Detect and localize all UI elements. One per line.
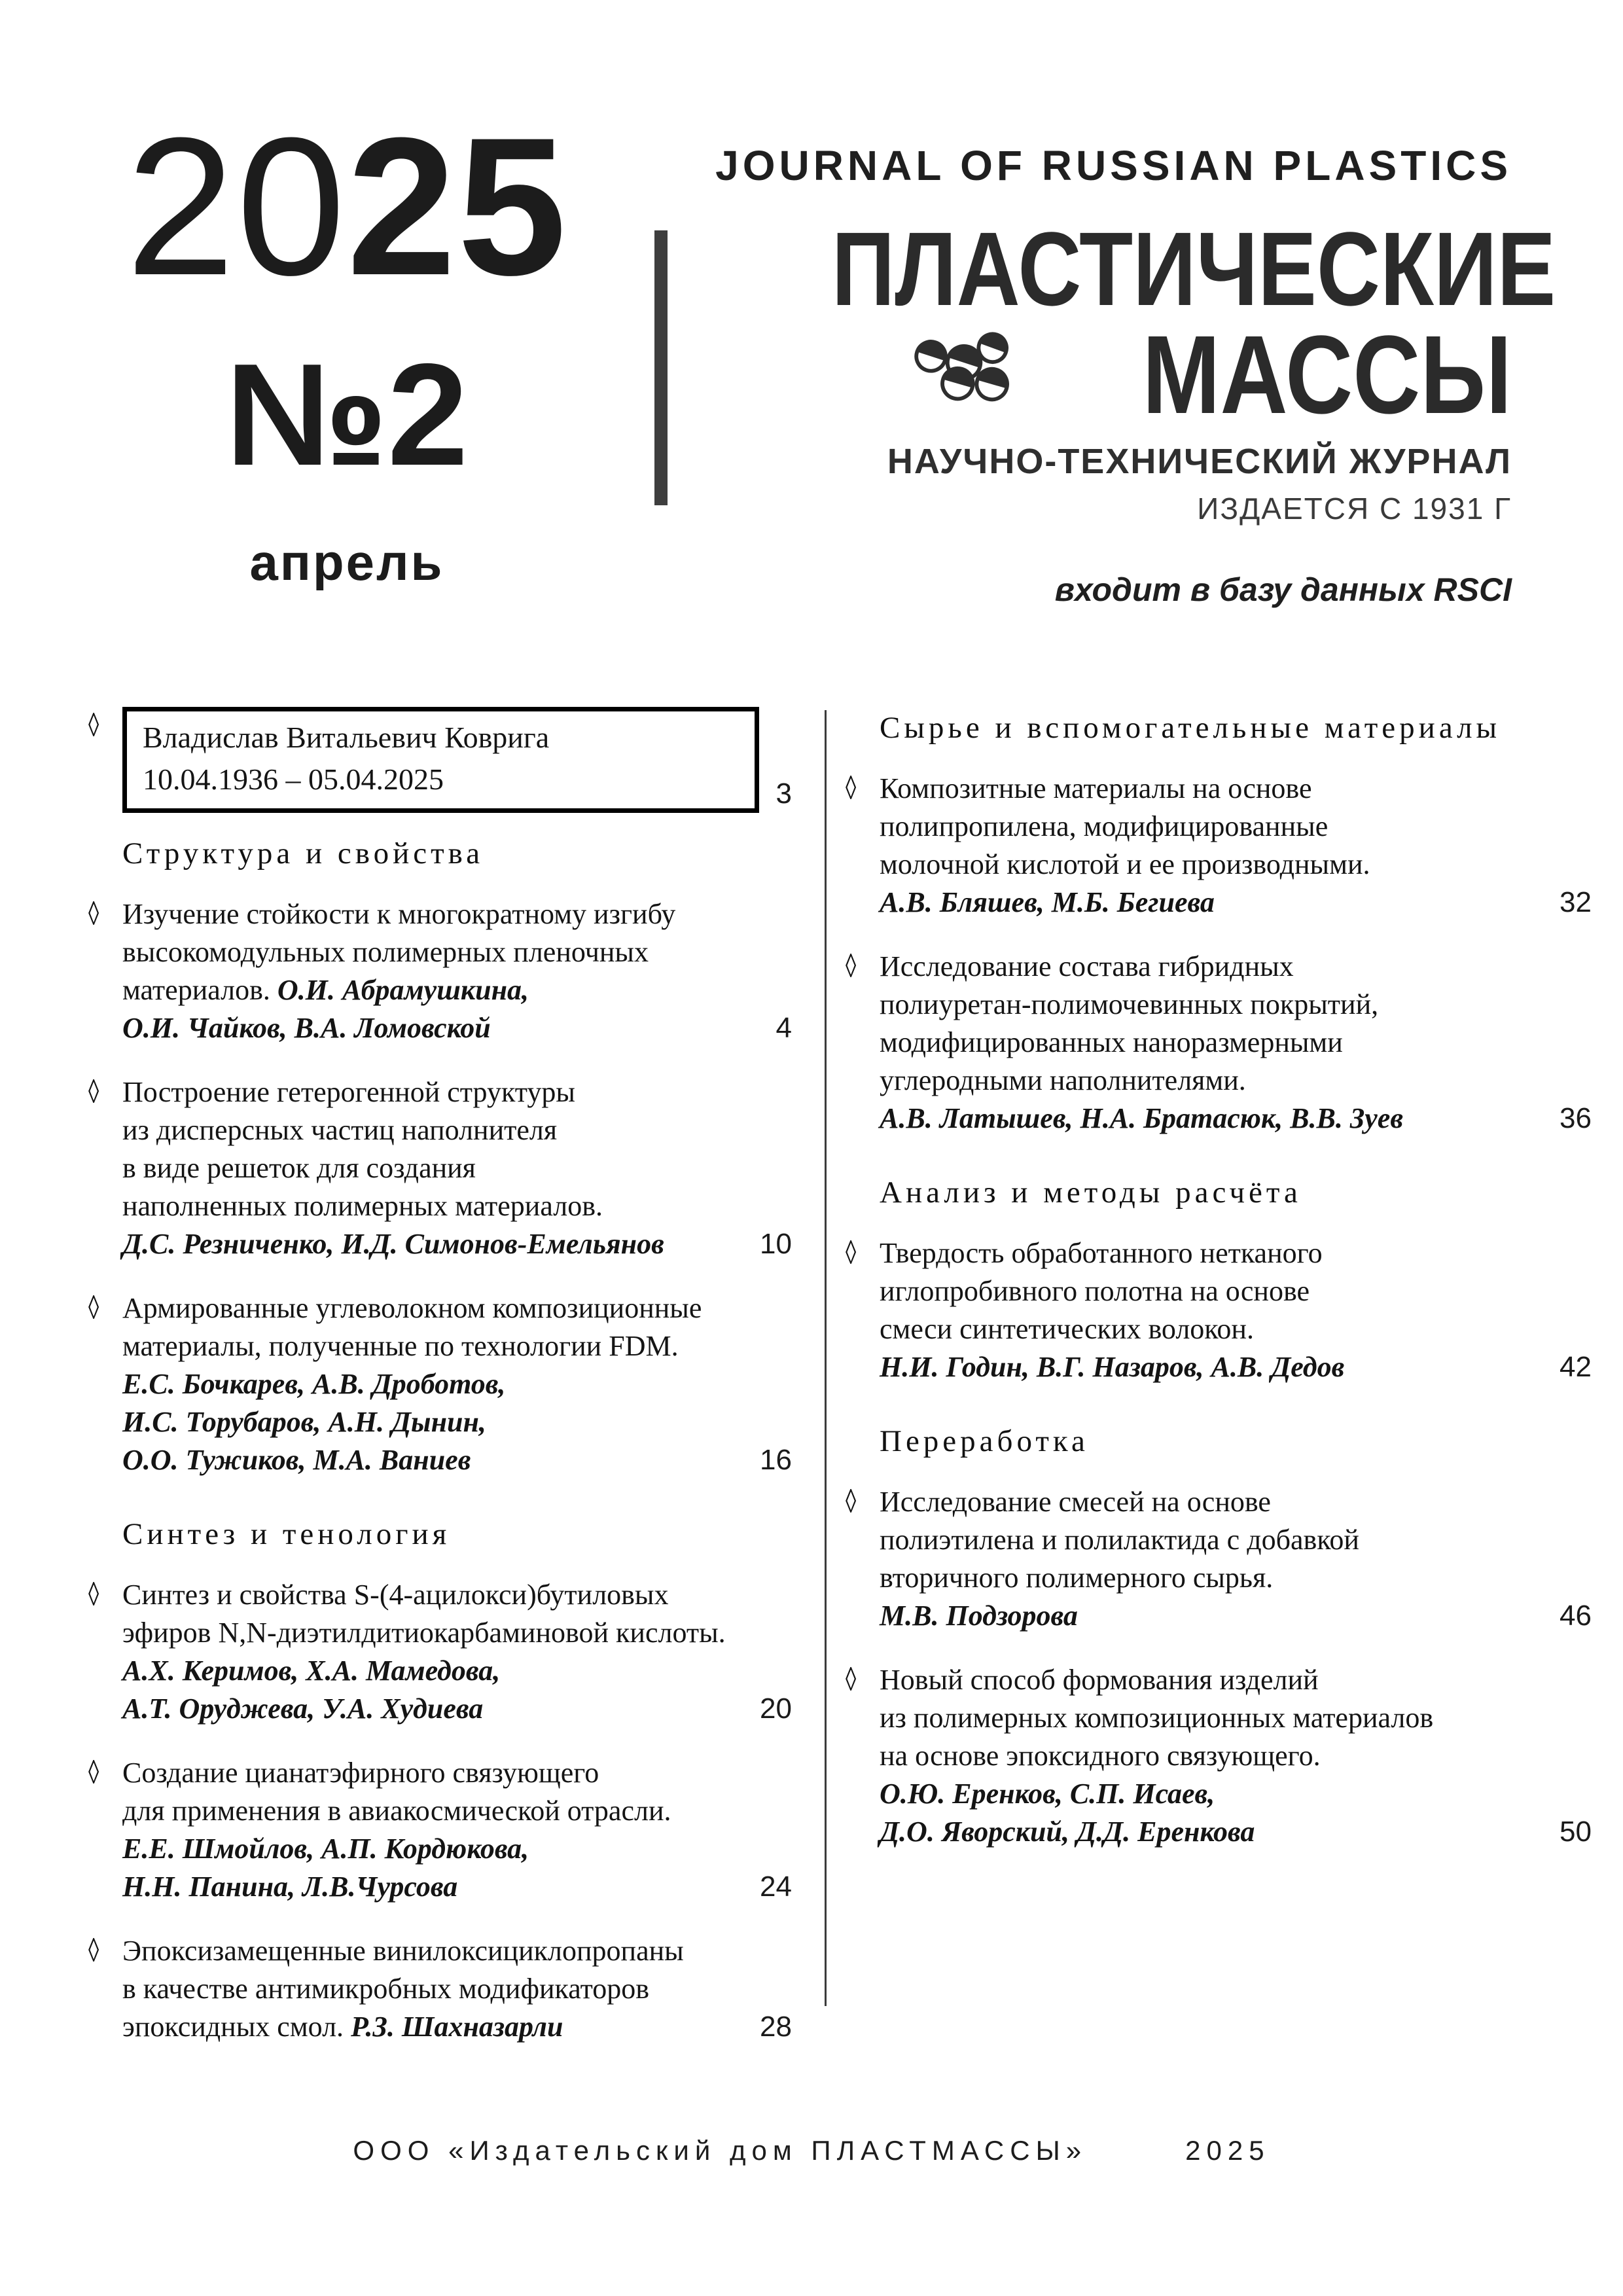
toc-title-text: наполненных полимерных материалов. [122,1190,603,1222]
toc-entry [846,1234,1592,1386]
issue-year-block [98,96,596,591]
toc-line [122,1690,747,1728]
toc-entry-body [880,1234,1546,1386]
toc-line [122,1830,747,1868]
toc-title-text: материалов. [122,974,277,1006]
toc-title-text: углеродными наполнителями. [880,1064,1246,1096]
toc-entry [846,948,1592,1138]
toc-title-text: материалы, полученные по технологии FDM. [122,1330,679,1362]
toc-section-title: Переработка [880,1424,1089,1458]
toc-title-text: эфиров N,N-диэтилдитиокарбаминовой кислоты. [122,1617,726,1649]
toc-title-text: из дисперсных частиц наполнителя [122,1114,558,1146]
masthead-divider-bar [654,230,668,505]
toc-entry [88,1932,792,2046]
toc-line [122,1652,747,1690]
toc-line [880,1024,1546,1062]
toc-authors: Д.О. Яворский, Д.Д. Еренкова [880,1816,1255,1848]
diamond-bullet-icon: ◊ [846,1234,857,1272]
toc-title-text: модифицированных наноразмерными [880,1026,1343,1058]
toc-title-text: Исследование состава гибридных [880,950,1294,982]
toc-title-text: для применения в авиакосмической отрасли. [122,1795,671,1827]
diamond-bullet-icon: ◊ [846,770,857,808]
toc-entry [88,707,792,813]
toc-line [122,1009,763,1047]
page-number: 42 [1560,1351,1592,1383]
toc-title-text: полиэтилена и полилактида с добавкой [880,1524,1359,1556]
toc-title-text: полипропилена, модифицированные [880,810,1329,842]
toc-entry [88,895,792,1047]
toc-title-text: Армированные углеволокном композиционные [122,1292,702,1324]
diamond-bullet-icon: ◊ [88,1289,99,1327]
toc-line [880,770,1546,808]
toc-authors: Д.С. Резниченко, И.Д. Симонов-Емельянов [122,1228,664,1260]
toc-line [122,1970,747,2008]
toc-entry [88,1576,792,1728]
toc-title-text: Исследование смесей на основе [880,1486,1271,1518]
toc-line [880,846,1546,884]
toc-line [880,1100,1546,1138]
diamond-bullet-icon: ◊ [88,1754,99,1792]
toc-authors: А.В. Бляшев, М.Б. Бегиева [880,886,1215,918]
toc-title-text: смеси синтетических волокон. [880,1313,1254,1345]
toc-line [880,1737,1546,1775]
toc-title-text: на основе эпоксидного связующего. [880,1740,1321,1772]
toc-right-column [846,707,1592,1877]
toc-line [122,1614,747,1652]
toc-line [122,1111,747,1149]
toc-authors: Е.Е. Шмойлов, А.П. Кордюкова, [122,1833,529,1865]
toc-authors: А.Т. Оруджева, У.А. Худиева [122,1693,484,1725]
toc-section-title: Синтез и тенология [122,1517,451,1551]
toc-title-text: в качестве антимикробных модификаторов [122,1973,650,2005]
toc-line [122,1289,747,1327]
page-number: 32 [1560,886,1592,918]
toc-title-text: Твердость обработанного нетканого [880,1237,1323,1269]
toc-entry-body [880,1483,1546,1635]
toc-line [880,1483,1546,1521]
toc-entry-body [122,707,763,813]
diamond-bullet-icon: ◊ [88,895,99,933]
journal-subtitle: НАУЧНО-ТЕХНИЧЕСКИЙ ЖУРНАЛ [887,442,1512,481]
toc-line: Владислав Витальевич Коврига [143,721,550,754]
toc-section-title: Сырье и вспомогательные материалы [880,711,1501,745]
toc-line [880,1272,1546,1310]
toc-title-text: эпоксидных смол. [122,2011,351,2043]
toc-title-text: Создание цианатэфирного связующего [122,1757,599,1789]
toc-authors: М.В. Подзорова [880,1600,1078,1632]
issue-number: №2 [225,334,469,496]
toc-entry-body [122,1073,747,1263]
page-number: 36 [1560,1102,1592,1134]
journal-title-en: JOURNAL OF RUSSIAN PLASTICS [715,142,1512,189]
toc-line [880,1521,1546,1559]
toc-line [880,1775,1546,1813]
journal-title-ru-line1: ПЛАСТИЧЕСКИЕ [831,210,1556,327]
footer-publisher: ООО «Издательский дом ПЛАСТМАССЫ» [353,2135,1088,2166]
toc-entry [846,770,1592,922]
page-number: 3 [776,778,792,810]
issue-year [98,96,596,316]
toc-authors: Е.С. Бочкарев, А.В. Дроботов, [122,1368,506,1400]
toc-line [880,1813,1546,1851]
toc-line [122,933,763,971]
toc-title-text: молочной кислотой и ее производными. [880,848,1370,880]
toc-entry [846,1661,1592,1851]
toc-entry-body [122,895,763,1047]
toc-title-text: Синтез и свойства S-(4-ацилокси)бутиловых [122,1579,669,1611]
toc-section-title: Структура и свойства [122,836,484,870]
toc-entry-body [122,1754,747,1906]
footer [0,2135,1623,2166]
journal-masthead [694,142,1556,608]
toc-line [122,1792,747,1830]
toc-authors: И.С. Торубаров, А.Н. Дынин, [122,1406,486,1438]
toc-line [880,1597,1546,1635]
footer-year: 2025 [1185,2135,1270,2166]
molecule-icon [904,321,1068,429]
toc-line [880,808,1546,846]
toc-line: 10.04.1936 – 05.04.2025 [143,762,444,796]
journal-since: ИЗДАЕТСЯ С 1931 Г [1197,492,1512,526]
toc-line [122,1403,747,1441]
toc-line [122,1932,747,1970]
toc-line [880,986,1546,1024]
toc-entry [88,1073,792,1263]
toc-entry [846,1483,1592,1635]
toc-title-text: из полимерных композиционных материалов [880,1702,1434,1734]
toc-line [122,1225,747,1263]
diamond-bullet-icon: ◊ [846,1661,857,1699]
issue-year-bold: 25 [347,96,568,316]
page-number: 24 [760,1871,792,1903]
journal-title-ru-line2-row [694,312,1512,437]
page-number: 16 [760,1444,792,1476]
toc-line [880,1062,1546,1100]
page-number: 4 [776,1012,792,1044]
diamond-bullet-icon: ◊ [88,1073,99,1111]
toc-authors: О.И. Абрамушкина, [277,974,529,1006]
toc-line [122,1441,747,1479]
toc-entry-body [880,948,1546,1138]
toc-left-column [88,707,792,2072]
toc-title-text: иглопробивного полотна на основе [880,1275,1310,1307]
toc-line [122,1327,747,1365]
page-number: 50 [1560,1816,1592,1848]
toc-title-text: Построение гетерогенной структуры [122,1076,575,1108]
page-number: 20 [760,1693,792,1725]
toc-title-text: в виде решеток для создания [122,1152,476,1184]
obituary-box [122,707,759,813]
toc-authors: О.Ю. Еренков, С.П. Исаев, [880,1778,1215,1810]
toc-title-text: полиуретан-полимочевинных покрытий, [880,988,1379,1020]
toc-title-text: вторичного полимерного сырья. [880,1562,1274,1594]
toc-authors: А.В. Латышев, Н.А. Братасюк, В.В. Зуев [880,1102,1403,1134]
diamond-bullet-icon: ◊ [88,1576,99,1614]
toc-section-title: Анализ и методы расчёта [880,1175,1302,1210]
toc-line [122,1073,747,1111]
toc-title-text: Новый способ формования изделий [880,1664,1319,1696]
toc-line [880,948,1546,986]
toc-line [880,884,1546,922]
toc-line [880,1699,1546,1737]
page-number: 10 [760,1228,792,1260]
toc-line [122,1754,747,1792]
issue-month: апрель [249,533,444,591]
toc-authors: А.Х. Керимов, Х.А. Мамедова, [122,1655,501,1687]
toc-line [880,1348,1546,1386]
toc-entry-body [880,770,1546,922]
toc-line [122,895,763,933]
toc-entry-body [880,1661,1546,1851]
issue-year-light: 20 [126,96,347,316]
page-number: 28 [760,2011,792,2043]
journal-title-ru-line2: МАССЫ [1142,312,1512,437]
toc-authors: Н.И. Годин, В.Г. Назаров, А.В. Дедов [880,1351,1345,1383]
journal-rsci-note: входит в базу данных RSCI [1054,571,1512,608]
page-number: 46 [1560,1600,1592,1632]
toc-line [880,1559,1546,1597]
toc-authors: Н.Н. Панина, Л.В.Чурсова [122,1871,458,1903]
toc-line [122,1576,747,1614]
toc-line [880,1234,1546,1272]
toc-line [122,1149,747,1187]
toc-line [122,1365,747,1403]
toc-title-text: Композитные материалы на основе [880,772,1312,804]
toc-column-divider [825,710,827,2006]
toc-authors: Р.З. Шахназарли [351,2011,563,2043]
toc-title-text: Эпоксизамещенные винилоксициклопропаны [122,1935,684,1967]
diamond-bullet-icon: ◊ [88,1932,99,1970]
toc-line [122,1868,747,1906]
diamond-bullet-icon: ◊ [846,1483,857,1521]
toc-entry-body [122,1289,747,1479]
toc-line [122,1187,747,1225]
toc-line [122,971,763,1009]
toc-entry [88,1754,792,1906]
toc-authors: О.О. Тужиков, М.А. Ваниев [122,1444,471,1476]
toc-entry-body [122,1932,747,2046]
toc-line [880,1661,1546,1699]
toc-entry [88,1289,792,1479]
toc-title-text: высокомодульных полимерных пленочных [122,936,649,968]
toc-line [122,2008,747,2046]
toc-title-text: Изучение стойкости к многократному изгибу [122,898,676,930]
diamond-bullet-icon: ◊ [846,948,857,986]
toc-entry-body [122,1576,747,1728]
toc-line [880,1310,1546,1348]
toc-authors: О.И. Чайков, В.А. Ломовской [122,1012,491,1044]
diamond-bullet-icon: ◊ [88,707,99,745]
